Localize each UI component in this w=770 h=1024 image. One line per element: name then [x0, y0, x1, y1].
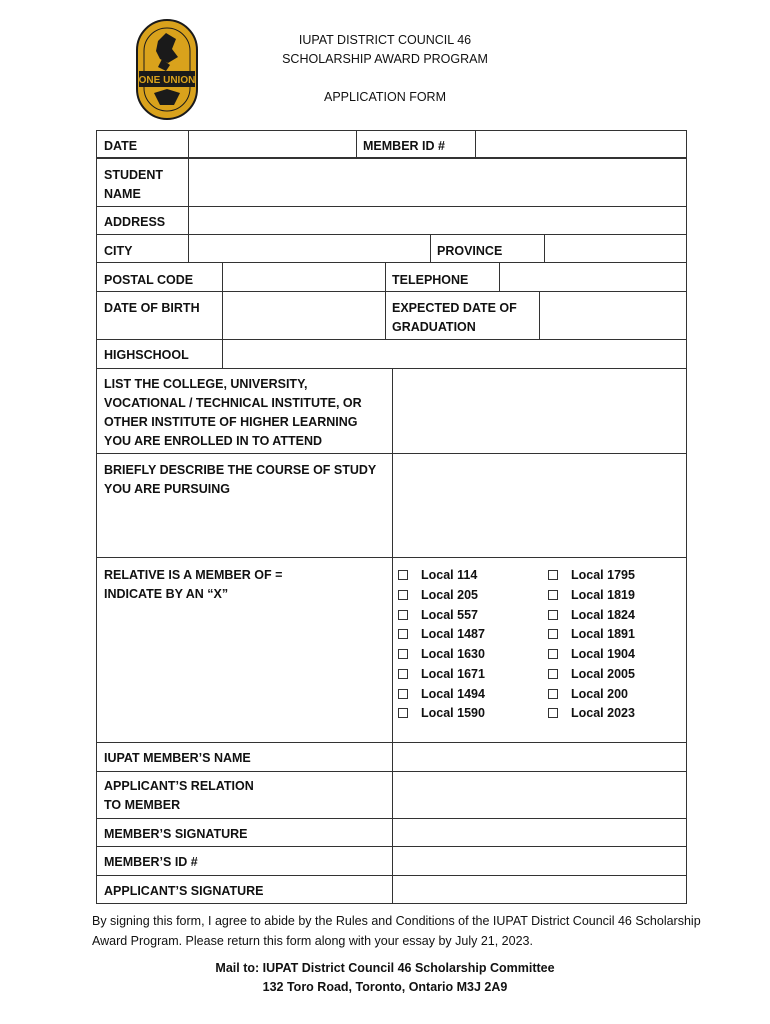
province-input[interactable] [544, 234, 687, 263]
address-input[interactable] [188, 206, 687, 235]
relation-label: APPLICANT’S RELATION TO MEMBER [104, 779, 254, 812]
date-label: DATE [104, 139, 138, 153]
dob-label: DATE OF BIRTH [104, 301, 200, 315]
checkbox-icon[interactable] [548, 590, 558, 600]
checkbox-icon[interactable] [398, 708, 408, 718]
local-checkbox[interactable]: Local 1671 [398, 664, 485, 684]
local-checkbox[interactable]: Local 1795 [548, 565, 635, 585]
checkbox-icon[interactable] [398, 610, 408, 620]
applicant-sig-input[interactable] [392, 875, 687, 904]
grad-date-input[interactable] [539, 291, 687, 340]
header-council: IUPAT DISTRICT COUNCIL 46 [298, 33, 472, 47]
local-checkbox[interactable]: Local 200 [548, 684, 628, 704]
course-label: BRIEFLY DESCRIBE THE COURSE OF STUDY YOU ARE PURSUING [104, 463, 377, 496]
applicant-sig-label: APPLICANT’S SIGNATURE [104, 884, 264, 898]
local-checkbox[interactable]: Local 1891 [548, 624, 635, 644]
address-label: ADDRESS [104, 215, 166, 229]
postal-code-input[interactable] [222, 262, 386, 292]
postal-code-label: POSTAL CODE [104, 273, 194, 287]
city-input[interactable] [188, 234, 431, 263]
city-label: CITY [104, 244, 133, 258]
checkbox-icon[interactable] [398, 669, 408, 679]
mail-address-line: 132 Toro Road, Toronto, Ontario M3J 2A9 [262, 980, 508, 994]
local-checkbox[interactable]: Local 1590 [398, 703, 485, 723]
member-id2-label: MEMBER’S ID # [104, 855, 198, 869]
telephone-input[interactable] [499, 262, 687, 292]
highschool-input[interactable] [222, 339, 687, 369]
checkbox-icon[interactable] [548, 610, 558, 620]
telephone-label: TELEPHONE [392, 273, 469, 287]
member-name-label: IUPAT MEMBER’S NAME [104, 751, 251, 765]
checkbox-icon[interactable] [548, 629, 558, 639]
local-checkbox[interactable]: Local 1487 [398, 624, 485, 644]
checkbox-icon[interactable] [398, 649, 408, 659]
mail-to-line: Mail to: IUPAT District Council 46 Scholarship Committee [215, 961, 555, 975]
checkbox-icon[interactable] [548, 649, 558, 659]
relation-input[interactable] [392, 771, 687, 819]
local-checkbox[interactable]: Local 1824 [548, 605, 635, 625]
checkbox-icon[interactable] [548, 669, 558, 679]
relative-label: RELATIVE IS A MEMBER OF = INDICATE BY AN “X” [104, 568, 283, 601]
highschool-label: HIGHSCHOOL [104, 348, 189, 362]
checkbox-icon[interactable] [548, 708, 558, 718]
local-checkbox[interactable]: Local 1630 [398, 644, 485, 664]
local-checkbox[interactable]: Local 2023 [548, 703, 635, 723]
local-checkbox[interactable]: Local 557 [398, 605, 478, 625]
member-sig-input[interactable] [392, 818, 687, 847]
date-input[interactable] [188, 130, 357, 158]
student-name-input[interactable] [188, 158, 687, 207]
checkbox-icon[interactable] [398, 570, 408, 580]
college-input[interactable] [392, 368, 687, 454]
dob-input[interactable] [222, 291, 386, 340]
local-checkbox[interactable]: Local 1494 [398, 684, 485, 704]
checkbox-icon[interactable] [548, 689, 558, 699]
college-label: LIST THE COLLEGE, UNIVERSITY, VOCATIONAL / TECHNICAL INSTITUTE, OR OTHER INSTITUTE OF HIGHER LEARNING YOU ARE ENROLLED IN TO ATTEND [104, 377, 362, 448]
checkbox-icon[interactable] [398, 590, 408, 600]
course-input[interactable] [392, 453, 687, 558]
checkbox-icon[interactable] [398, 629, 408, 639]
local-checkbox[interactable]: Local 2005 [548, 664, 635, 684]
local-checkbox[interactable]: Local 205 [398, 585, 478, 605]
grad-date-label: EXPECTED DATE OF GRADUATION [392, 301, 517, 334]
checkbox-icon[interactable] [548, 570, 558, 580]
local-checkbox[interactable]: Local 1904 [548, 644, 635, 664]
svg-text:ONE UNION: ONE UNION [138, 75, 196, 86]
member-id-input[interactable] [475, 130, 687, 158]
local-checkbox[interactable]: Local 1819 [548, 585, 635, 605]
header-form-title: APPLICATION FORM [323, 90, 446, 104]
member-id-label: MEMBER ID # [363, 139, 445, 153]
local-checkbox[interactable]: Local 114 [398, 565, 477, 585]
province-label: PROVINCE [437, 244, 503, 258]
agreement-text: By signing this form, I agree to abide by the Rules and Conditions of the IUPAT District Council 46 Scholarship Award Program. Please return this form along with your essay by July 21, 2023. [92, 914, 701, 948]
checkbox-icon[interactable] [398, 689, 408, 699]
header-program: SCHOLARSHIP AWARD PROGRAM [282, 52, 488, 66]
member-name-input[interactable] [392, 742, 687, 772]
member-sig-label: MEMBER’S SIGNATURE [104, 827, 248, 841]
student-name-label: STUDENT NAME [104, 168, 164, 201]
member-id2-input[interactable] [392, 846, 687, 876]
